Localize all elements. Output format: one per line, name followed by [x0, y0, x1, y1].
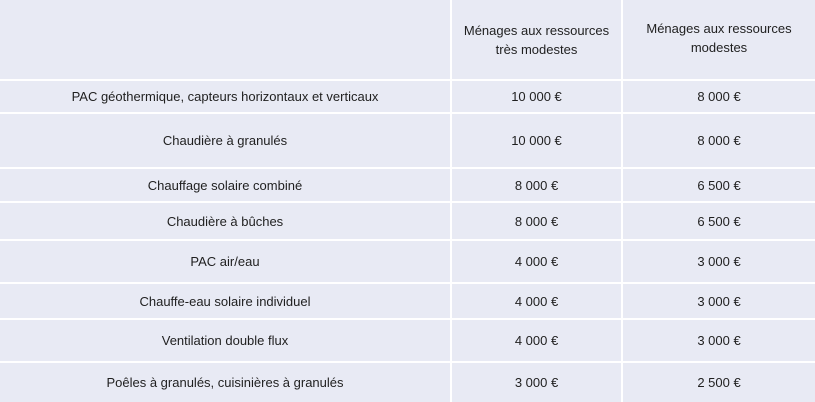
- amount-value: 4 000 €: [514, 333, 559, 348]
- table-cell-modestes: [623, 241, 815, 284]
- table-cell-tres-modestes: [452, 114, 623, 169]
- row-label: Chauffage solaire combiné: [147, 177, 303, 193]
- amount-value: 8 000 €: [697, 89, 741, 104]
- header-label-tres-modestes: Ménages aux ressources très modestes: [463, 22, 610, 57]
- table-row-label: [0, 203, 452, 241]
- amount-value: 8 000 €: [514, 213, 559, 229]
- amount-value: 3 000 €: [697, 293, 741, 309]
- table-cell-tres-modestes: [452, 241, 623, 284]
- table-row-label: [0, 241, 452, 284]
- table-cell-tres-modestes: [452, 284, 623, 320]
- table-cell-tres-modestes: [452, 169, 623, 203]
- table-cell-tres-modestes: [452, 203, 623, 241]
- row-label: Chaudière à bûches: [166, 213, 284, 229]
- row-label: Poêles à granulés, cuisinières à granulés: [106, 375, 344, 390]
- table-cell-modestes: [623, 81, 815, 114]
- amount-value: 3 000 €: [514, 375, 559, 390]
- header-label-modestes: Ménages aux ressources modestes: [646, 20, 792, 55]
- amount-value: 3 000 €: [697, 333, 741, 348]
- header-cell-modestes: [623, 0, 815, 81]
- amount-value: 3 000 €: [697, 254, 741, 269]
- table-row-label: [0, 169, 452, 203]
- table-cell-modestes: [623, 320, 815, 363]
- table-row-label: [0, 114, 452, 169]
- table-cell-tres-modestes: [452, 81, 623, 114]
- table-cell-tres-modestes: [452, 363, 623, 402]
- amount-value: 6 500 €: [697, 213, 741, 229]
- amount-value: 10 000 €: [511, 89, 562, 104]
- table-cell-tres-modestes: [452, 320, 623, 363]
- row-label: PAC air/eau: [190, 254, 260, 269]
- table-row-label: [0, 284, 452, 320]
- table-cell-modestes: [623, 284, 815, 320]
- table-row-label: [0, 81, 452, 114]
- amount-value: 4 000 €: [514, 254, 559, 269]
- header-cell-empty: [0, 0, 452, 81]
- table-row-label: [0, 363, 452, 402]
- amount-value: 8 000 €: [514, 177, 559, 193]
- amount-value: 2 500 €: [697, 375, 741, 390]
- table-cell-modestes: [623, 363, 815, 402]
- amount-value: 6 500 €: [697, 177, 741, 193]
- row-label: PAC géothermique, capteurs horizontaux et verticaux: [71, 89, 379, 104]
- row-label: Ventilation double flux: [161, 333, 289, 348]
- header-cell-tres-modestes: [452, 0, 623, 81]
- amount-value: 4 000 €: [514, 293, 559, 309]
- row-label: Chauffe-eau solaire individuel: [139, 293, 311, 309]
- row-label: Chaudière à granulés: [162, 133, 288, 148]
- amount-value: 10 000 €: [511, 133, 562, 148]
- table-cell-modestes: [623, 169, 815, 203]
- table-row-label: [0, 320, 452, 363]
- amount-value: 8 000 €: [697, 133, 741, 148]
- table-cell-modestes: [623, 114, 815, 169]
- table-cell-modestes: [623, 203, 815, 241]
